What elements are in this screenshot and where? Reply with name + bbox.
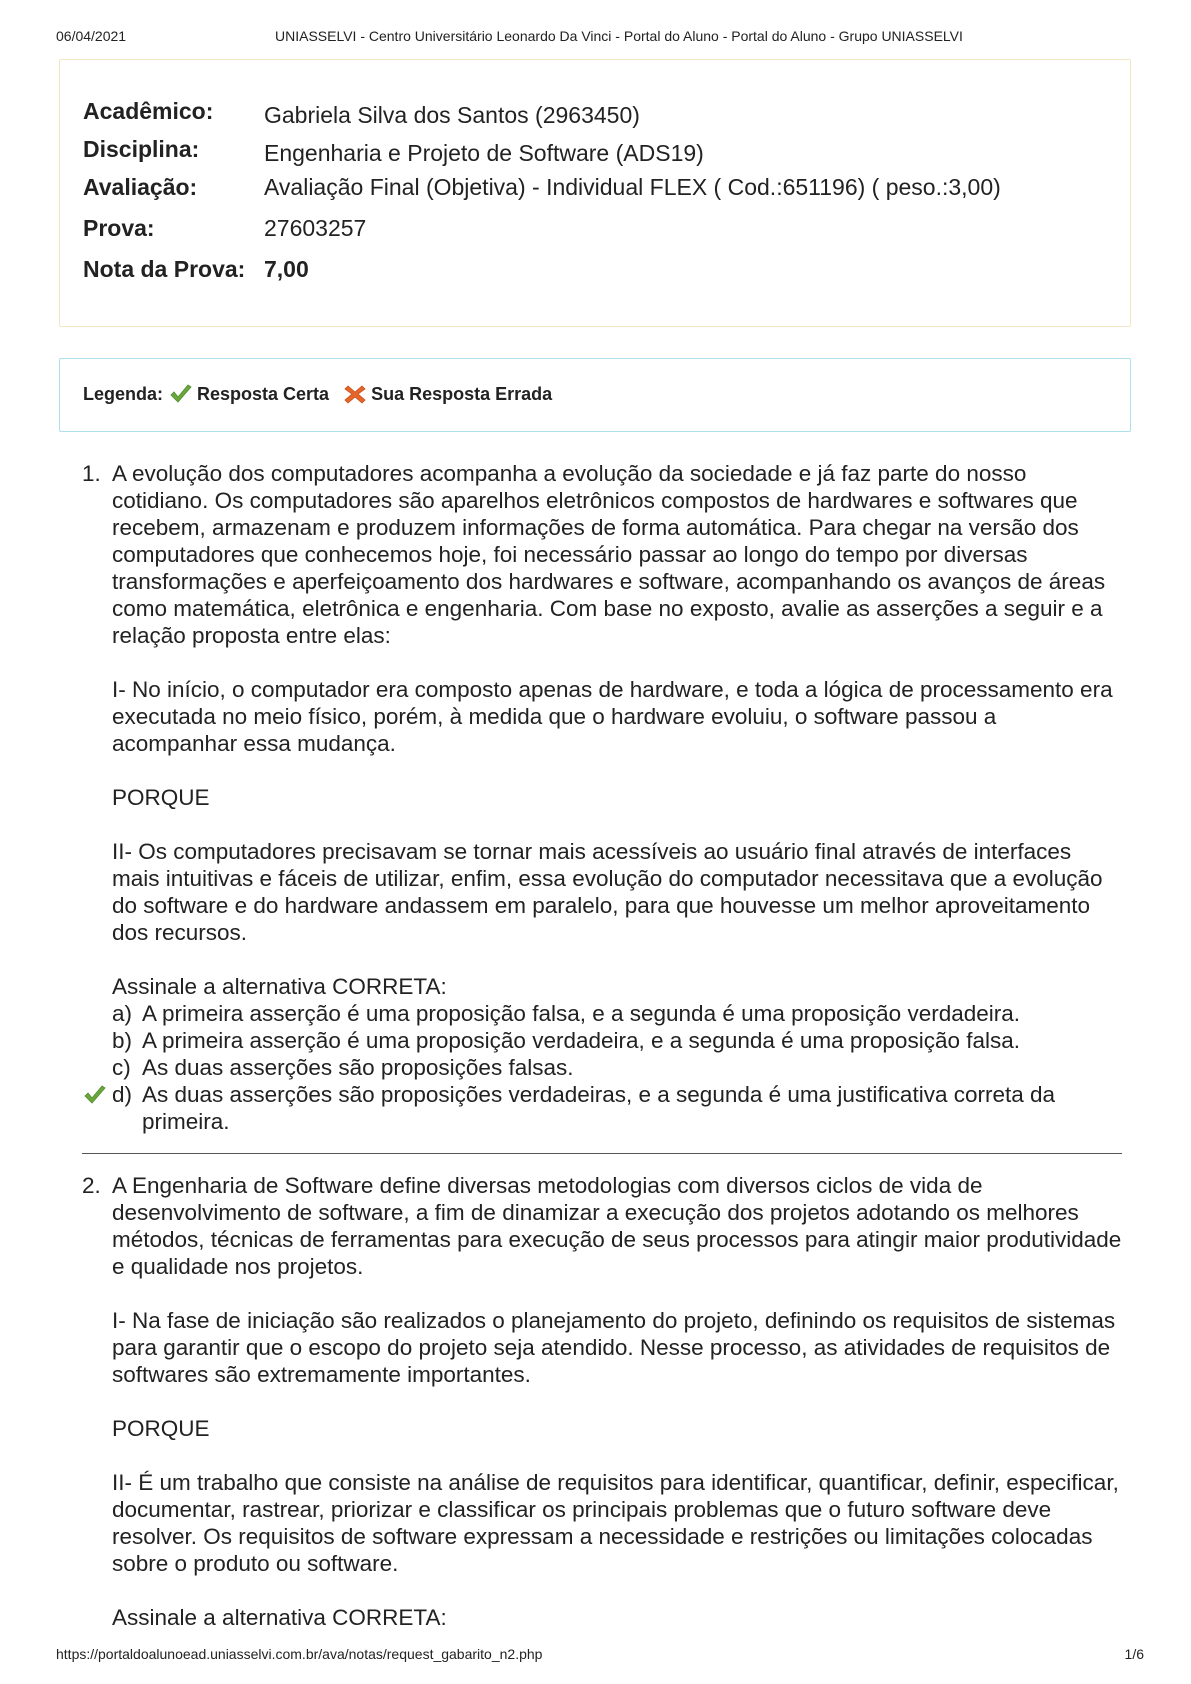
question-intro: A Engenharia de Software define diversas metodologias com diversos ciclos de vida de desenvolvimento de software, a fim de dinamizar a execução dos projetos adotando os melhores métodos, técnicas de ferramentas para execução de seus processos para atingir maior produtividade e qualidade nos projetos. xyxy=(112,1173,1122,1279)
print-page-number: 1/6 xyxy=(1124,1646,1144,1662)
assertion-1: I- No início, o computador era composto apenas de hardware, e toda a lógica de processamento era executada no meio físico, porém, à medida que o hardware evoluiu, o software passou a acompanhar essa mudança. xyxy=(112,677,1113,756)
alternative-text: As duas asserções são proposições verdadeiras, e a segunda é uma justificativa correta da primeira. xyxy=(142,1082,1056,1134)
legend-box xyxy=(59,358,1131,432)
alternative-b xyxy=(112,1027,1122,1054)
assertion-2: II- É um trabalho que consiste na análise de requisitos para identificar, quantificar, definir, especificar, documentar, rastrear, priorizar e classificar os principais problemas que o futuro software deve resolver. Os requisitos de software expressam a necessidade e restrições ou limitações colocadas sobre o produto ou software. xyxy=(112,1470,1119,1576)
alternative-letter: d) xyxy=(112,1082,133,1107)
alternative-d xyxy=(112,1081,1122,1135)
disciplina-value: Engenharia e Projeto de Software (ADS19) xyxy=(264,140,704,166)
disciplina-label: Disciplina: xyxy=(83,136,200,162)
questions-list xyxy=(0,460,1191,1631)
nota-value: 7,00 xyxy=(264,256,309,282)
alternatives-list xyxy=(112,1000,1122,1135)
academico-value: Gabriela Silva dos Santos (2963450) xyxy=(264,102,640,128)
question-divider xyxy=(82,1153,1122,1154)
avaliacao-value: Avaliação Final (Objetiva) - Individual FLEX ( Cod.:651196) ( peso.:3,00) xyxy=(264,174,1001,200)
legend-correct-label: Resposta Certa xyxy=(197,383,330,404)
assertion-2: II- Os computadores precisavam se tornar mais acessíveis ao usuário final através de interfaces mais intuitivas e fáceis de utilizar, enfim, essa evolução do computador necessitava que a evolução do software e do hardware andassem em paralelo, para que houvesse um melhor aproveitamento dos recursos. xyxy=(112,839,1103,945)
alternative-c xyxy=(112,1054,1122,1081)
prova-value: 27603257 xyxy=(264,215,367,241)
alternative-text: A primeira asserção é uma proposição verdadeira, e a segunda é uma proposição falsa. xyxy=(142,1028,1021,1053)
question-body xyxy=(112,460,1122,1135)
porque-text: PORQUE xyxy=(112,785,210,810)
avaliacao-label: Avaliação: xyxy=(83,174,198,200)
legend-wrong-label: Sua Resposta Errada xyxy=(371,383,553,404)
academico-label: Acadêmico: xyxy=(83,98,214,124)
alternative-letter: b) xyxy=(112,1028,133,1053)
question-2 xyxy=(82,1172,1122,1631)
exam-info-box xyxy=(59,59,1131,327)
check-icon xyxy=(169,383,193,405)
porque-text: PORQUE xyxy=(112,1416,210,1441)
question-1 xyxy=(82,460,1122,1135)
print-date: 06/04/2021 xyxy=(56,28,127,44)
correct-answer-check-icon xyxy=(82,1085,108,1105)
legend-label: Legenda: xyxy=(83,383,164,404)
question-intro: A evolução dos computadores acompanha a evolução da sociedade e já faz parte do nosso cotidiano. Os computadores são aparelhos eletrônicos compostos de hardwares e softwares que recebem, armazenam e produzem informações de forma automática. Para chegar na versão dos computadores que conhecemos hoje, foi necessário passar ao longo do tempo por diversas transformações e aperfeiçoamento dos hardwares e software, acompanhando os avanços de áreas como matemática, eletrônica e engenharia. Com base no exposto, avalie as asserções a seguir e a relação proposta entre elas: xyxy=(112,461,1106,648)
assertion-1: I- Na fase de iniciação são realizados o planejamento do projeto, definindo os requisitos de sistemas para garantir que o escopo do projeto seja atendido. Nesse processo, as atividades de requisitos de softwares são extremamente importantes. xyxy=(112,1308,1116,1387)
alternative-letter: a) xyxy=(112,1001,133,1026)
question-instruction: Assinale a alternativa CORRETA: xyxy=(112,974,447,999)
alternative-a xyxy=(112,1000,1122,1027)
alternative-text: As duas asserções são proposições falsas. xyxy=(142,1055,574,1080)
question-instruction: Assinale a alternativa CORRETA: xyxy=(112,1605,447,1630)
question-number: 2. xyxy=(82,1173,101,1198)
alternative-text: A primeira asserção é uma proposição falsa, e a segunda é uma proposição verdadeira. xyxy=(142,1001,1021,1026)
print-header xyxy=(0,28,1191,48)
print-footer xyxy=(0,1646,1191,1666)
question-body xyxy=(112,1172,1122,1631)
alternative-letter: c) xyxy=(112,1055,131,1080)
nota-label: Nota da Prova: xyxy=(83,256,246,282)
cross-icon xyxy=(343,383,367,405)
print-title: UNIASSELVI - Centro Universitário Leonardo Da Vinci - Portal do Aluno - Portal do Aluno - Grupo UNIASSELVI xyxy=(275,28,963,44)
print-url: https://portaldoalunoead.uniasselvi.com.br/ava/notas/request_gabarito_n2.php xyxy=(56,1646,543,1662)
legend-content xyxy=(83,383,552,405)
question-number: 1. xyxy=(82,461,101,486)
prova-label: Prova: xyxy=(83,215,155,241)
